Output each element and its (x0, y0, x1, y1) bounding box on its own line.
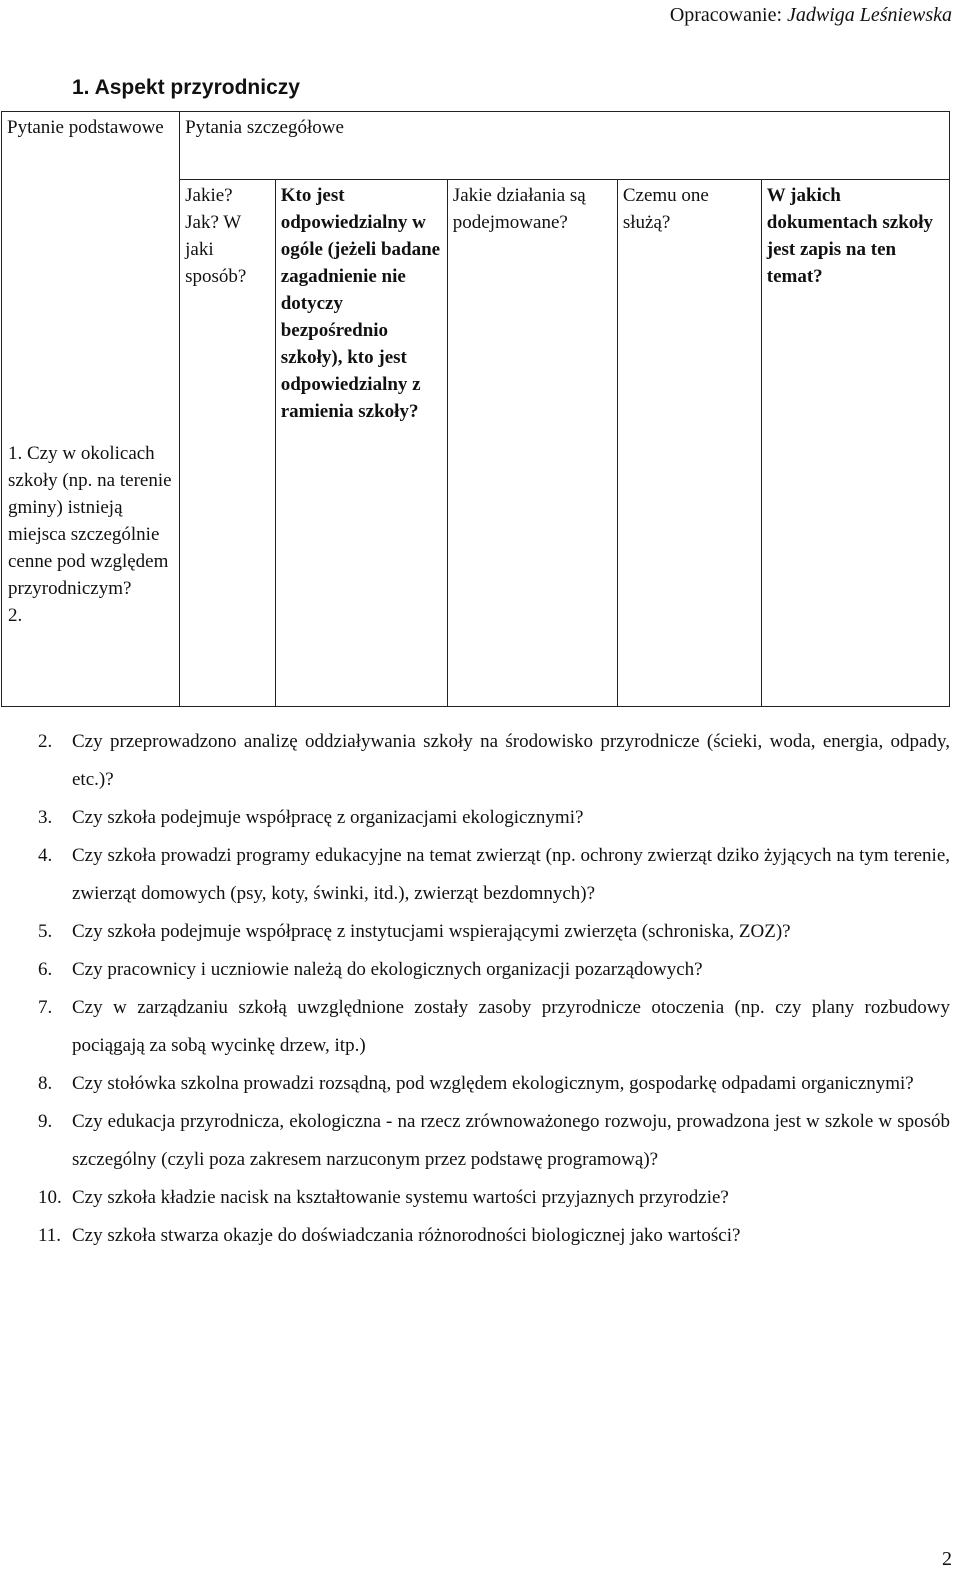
list-item-number: 4. (38, 845, 53, 866)
list-item-number: 10. (38, 1187, 62, 1208)
questions-table (1, 111, 950, 707)
list-item-text: Czy szkoła podejmuje współpracę z instytucjami wspierającymi zwierzęta (schroniska, ZOZ)? (72, 921, 791, 942)
list-item-text: Czy w zarządzaniu szkołą uwzględnione zostały zasoby przyrodnicze otoczenia (np. czy plany rozbudowy pociągają za sobą wycinkę drzew, itp.) (72, 997, 950, 1056)
list-item (38, 913, 950, 951)
list-item-text: Czy pracownicy i uczniowie należą do ekologicznych organizacji pozarządowych? (72, 959, 703, 980)
list-item-text: Czy przeprowadzono analizę oddziaływania szkoły na środowisko przyrodnicze (ścieki, woda, energia, odpady, etc.)? (72, 731, 950, 790)
list-item (38, 951, 950, 989)
list-item-number: 7. (38, 997, 53, 1018)
list-item (38, 799, 950, 837)
basic-question-1: 1. Czy w okolicach szkoły (np. na terenie gminy) istnieją miejsca szczególnie cenne pod względem przyrodniczym? (8, 443, 172, 599)
list-item (38, 1065, 950, 1103)
list-item (38, 989, 950, 1065)
basic-question-header: Pytanie podstawowe (7, 117, 164, 138)
list-item (38, 837, 950, 913)
question-list (38, 723, 950, 1255)
list-item (38, 1103, 950, 1179)
list-item-number: 9. (38, 1111, 53, 1132)
col-actions-header: Jakie działania są podejmowane? (447, 180, 617, 707)
list-item-number: 2. (38, 731, 53, 752)
col-docs-header: W jakich dokumentach szkoły jest zapis na ten temat? (761, 180, 949, 707)
basic-question-2: 2. (8, 605, 23, 626)
list-item-text: Czy szkoła kładzie nacisk na kształtowanie systemu wartości przyjaznych przyrodzie? (72, 1187, 729, 1208)
detail-questions-header: Pytania szczegółowe (180, 112, 950, 180)
list-item-text: Czy edukacja przyrodnicza, ekologiczna - na rzecz zrównoważonego rozwoju, prowadzona jest w szkole w sposób szczególny (czyli poza zakresem narzuconym przez podstawę programową)? (72, 1111, 950, 1170)
table-header-row (2, 112, 950, 180)
list-item-text: Czy szkoła prowadzi programy edukacyjne na temat zwierząt (np. ochrony zwierząt dziko żyjących na tym terenie, zwierząt domowych (psy, koty, świnki, itd.), zwierząt bezdomnych)? (72, 845, 950, 904)
list-item (38, 1179, 950, 1217)
list-item-number: 3. (38, 807, 53, 828)
list-item (38, 1217, 950, 1255)
col-purpose-header: Czemu one służą? (617, 180, 761, 707)
section-title: 1. Aspekt przyrodniczy (72, 76, 300, 99)
basic-question-cell (2, 112, 180, 707)
basic-question-text (8, 440, 175, 629)
header-label: Opracowanie: (669, 4, 782, 26)
list-item (38, 723, 950, 799)
col-who-header: Kto jest odpowiedzialny w ogóle (jeżeli badane zagadnienie nie dotyczy bezpośrednio szkoły), kto jest odpowiedzialny z ramienia szkoły? (275, 180, 447, 707)
list-item-text: Czy stołówka szkolna prowadzi rozsądną, pod względem ekologicznym, gospodarkę odpadami organicznymi? (72, 1073, 914, 1094)
list-item-number: 6. (38, 959, 53, 980)
list-item-number: 8. (38, 1073, 53, 1094)
list-item-number: 11. (38, 1225, 62, 1246)
page-header (670, 4, 952, 27)
list-item-text: Czy szkoła podejmuje współpracę z organizacjami ekologicznymi? (72, 807, 584, 828)
list-item-number: 5. (38, 921, 53, 942)
list-item-text: Czy szkoła stwarza okazje do doświadczania różnorodności biologicznej jako wartości? (72, 1225, 741, 1246)
page-number: 2 (942, 1548, 952, 1570)
header-author: Jadwiga Leśniewska (787, 4, 952, 26)
col-how-header: Jakie? Jak? W jaki sposób? (180, 180, 276, 707)
